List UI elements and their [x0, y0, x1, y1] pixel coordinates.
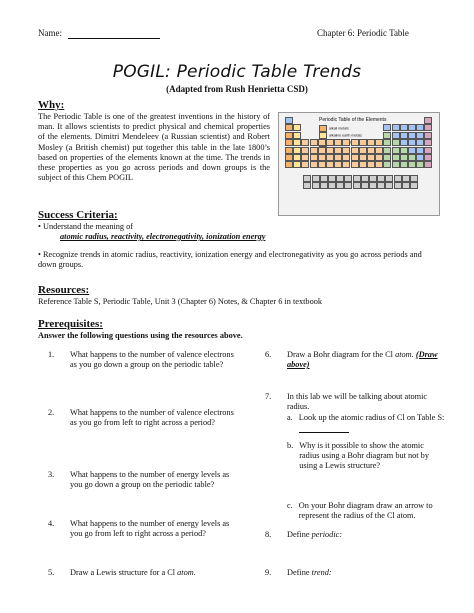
pt-element-cell [383, 154, 391, 161]
pt-f-block-cell [402, 182, 410, 189]
pt-element-cell [383, 161, 391, 168]
pt-f-block-cell [303, 182, 311, 189]
pt-element-cell [383, 147, 391, 154]
pt-element-cell [400, 139, 408, 146]
question-7c: c. On your Bohr diagram draw an arrow to represent the radius of the Cl atom. [287, 501, 433, 521]
pt-element-cell [375, 154, 383, 161]
why-heading: Why: [38, 99, 65, 111]
pt-element-cell [408, 161, 416, 168]
pt-element-cell [310, 147, 318, 154]
pt-element-cell [408, 132, 416, 139]
pt-element-cell [416, 139, 424, 146]
pt-element-cell [293, 139, 301, 146]
page-subtitle: (Adapted from Rush Henrietta CSD) [166, 84, 308, 94]
pt-f-block-cell [394, 182, 402, 189]
pt-f-block-cell [344, 182, 352, 189]
pt-element-cell [383, 139, 391, 146]
question-3: 3. What happens to the number of energy levels as you go down a group on the periodic table? [48, 470, 230, 490]
pt-element-cell [408, 124, 416, 131]
pt-element-cell [392, 147, 400, 154]
pt-f-block-cell [320, 182, 328, 189]
pt-element-cell [285, 132, 293, 139]
pt-element-cell [318, 154, 326, 161]
pt-element-cell [285, 147, 293, 154]
pt-element-cell [334, 139, 342, 146]
pt-element-cell [301, 139, 309, 146]
pt-element-cell [334, 154, 342, 161]
pt-f-block-cell [394, 175, 402, 182]
pt-title: Periodic Table of the Elements [319, 117, 387, 123]
pt-f-block-cell [303, 175, 311, 182]
pt-element-cell [416, 124, 424, 131]
pt-element-cell [293, 124, 301, 131]
question-8: 8. Define periodic: [265, 530, 343, 539]
pt-element-cell [383, 132, 391, 139]
pt-element-cell [285, 117, 293, 124]
pt-f-block-cell [344, 175, 352, 182]
name-line [38, 28, 160, 39]
pt-legend-item [319, 125, 362, 132]
pt-element-cell [342, 154, 350, 161]
pt-f-block-cell [385, 182, 393, 189]
pt-element-cell [400, 124, 408, 131]
name-blank[interactable] [68, 29, 160, 39]
pt-element-cell [416, 147, 424, 154]
pt-element-cell [408, 154, 416, 161]
pt-element-cell [424, 132, 432, 139]
question-6: 6. Draw a Bohr diagram for the Cl atom. (Draw above) [265, 350, 438, 370]
pt-element-cell [334, 147, 342, 154]
pt-f-block-cell [353, 175, 361, 182]
pt-element-cell [342, 147, 350, 154]
pt-element-cell [375, 139, 383, 146]
pt-element-cell [310, 139, 318, 146]
pt-element-cell [400, 161, 408, 168]
pt-element-cell [326, 154, 334, 161]
pt-f-block-cell [410, 182, 418, 189]
pt-element-cell [326, 161, 334, 168]
q7a-blank[interactable] [299, 424, 349, 433]
pt-f-block-cell [361, 175, 369, 182]
pt-f-block-cell [377, 182, 385, 189]
pt-element-cell [334, 161, 342, 168]
question-7: 7. In this lab we will be talking about atomic radius. [265, 392, 428, 412]
pt-element-cell [293, 132, 301, 139]
pt-element-cell [318, 147, 326, 154]
pt-element-cell [375, 161, 383, 168]
success-bullet-1: • Understand the meaning of [38, 222, 134, 231]
pt-element-cell [285, 161, 293, 168]
pt-element-cell [293, 161, 301, 168]
question-9: 9. Define trend: [265, 568, 332, 577]
pt-element-cell [400, 147, 408, 154]
pt-element-cell [400, 132, 408, 139]
pt-f-block-cell [320, 175, 328, 182]
question-4: 4. What happens to the number of energy levels as you go from left to right across a period? [48, 519, 230, 539]
pt-element-cell [375, 147, 383, 154]
pt-element-cell [392, 139, 400, 146]
pt-element-cell [400, 154, 408, 161]
pt-f-block-cell [402, 175, 410, 182]
why-text: The Periodic Table is one of the greatest inventions in the history of man. It allows scientists to predict physical and chemical properties of the elements. Dimitri Mendeleev (a Russian scientist) and Robert Mosley (a British chemist) put together this table in the late 1800’s based on properties of the elements known at the time. The trends in these properties as you go across periods and down groups is the subject of this Chem POGIL [38, 112, 270, 183]
pt-f-block-cell [312, 175, 320, 182]
resources-text: Reference Table S, Periodic Table, Unit 3 (Chapter 6) Notes, & Chapter 6 in textbook [38, 297, 323, 306]
pt-f-block-cell [312, 182, 320, 189]
pt-element-cell [285, 154, 293, 161]
pt-legend-label: alkali metals [329, 126, 349, 131]
pt-element-cell [351, 154, 359, 161]
pt-legend-swatch [319, 132, 327, 139]
pt-legend-item [319, 132, 362, 139]
pt-element-cell [367, 154, 375, 161]
pt-f-block-cell [377, 175, 385, 182]
pt-element-cell [424, 117, 432, 124]
success-terms: atomic radius, reactivity, electronegativity, ionization energy [60, 232, 266, 241]
pt-element-cell [424, 139, 432, 146]
prereq-heading: Prerequisites: [38, 318, 103, 330]
pt-element-cell [293, 147, 301, 154]
pt-legend-label: alkaline earth metals [329, 133, 362, 138]
pt-f-block-cell [328, 182, 336, 189]
pt-element-cell [342, 161, 350, 168]
question-1: 1. What happens to the number of valence electrons as you go down a group on the periodic table? [48, 350, 234, 370]
pt-element-cell [424, 154, 432, 161]
success-bullet-2: • Recognize trends in atomic radius, reactivity, ionization energy and electronegativity as you go across periods and down groups. [38, 250, 422, 270]
pt-f-block-cell [361, 182, 369, 189]
pt-element-cell [408, 139, 416, 146]
pt-element-cell [326, 147, 334, 154]
pt-element-cell [367, 139, 375, 146]
question-7a: a. Look up the atomic radius of Cl on Table S: [287, 413, 445, 433]
pt-f-block-cell [410, 175, 418, 182]
pt-element-cell [408, 147, 416, 154]
success-heading: Success Criteria: [38, 209, 118, 221]
pt-f-block-cell [353, 182, 361, 189]
pt-element-cell [367, 147, 375, 154]
pt-element-cell [416, 154, 424, 161]
pt-element-cell [342, 139, 350, 146]
pt-element-cell [326, 139, 334, 146]
chapter-label: Chapter 6: Periodic Table [317, 28, 409, 38]
pt-element-cell [392, 161, 400, 168]
name-label: Name: [38, 28, 62, 38]
pt-f-block-cell [328, 175, 336, 182]
page-title: POGIL: Periodic Table Trends [112, 62, 362, 82]
question-5: 5. Draw a Lewis structure for a Cl atom. [48, 568, 196, 577]
pt-element-cell [318, 161, 326, 168]
pt-element-cell [351, 139, 359, 146]
pt-element-cell [383, 124, 391, 131]
pt-element-cell [351, 161, 359, 168]
pt-element-cell [293, 154, 301, 161]
pt-element-cell [310, 161, 318, 168]
pt-legend-swatch [319, 125, 327, 132]
pt-element-cell [301, 161, 309, 168]
pt-f-block-cell [336, 175, 344, 182]
question-2: 2. What happens to the number of valence electrons as you go from left to right across a period? [48, 408, 234, 428]
pt-element-cell [424, 124, 432, 131]
pt-element-cell [359, 154, 367, 161]
pt-element-cell [318, 139, 326, 146]
pt-f-block-cell [336, 182, 344, 189]
pt-element-cell [416, 132, 424, 139]
pt-element-cell [301, 154, 309, 161]
pt-element-cell [392, 124, 400, 131]
pt-element-cell [351, 147, 359, 154]
pt-element-cell [285, 139, 293, 146]
question-7b: b. Why is it possible to show the atomic radius using a Bohr diagram but not by using a Lewis structure? [287, 441, 429, 471]
pt-element-cell [392, 154, 400, 161]
pt-element-cell [359, 139, 367, 146]
resources-heading: Resources: [38, 284, 90, 296]
pt-element-cell [359, 147, 367, 154]
pt-element-cell [301, 147, 309, 154]
pt-element-cell [310, 154, 318, 161]
pt-f-block-cell [369, 182, 377, 189]
pt-element-cell [359, 161, 367, 168]
pt-element-cell [367, 161, 375, 168]
pt-f-block-cell [369, 175, 377, 182]
prereq-instruction: Answer the following questions using the resources above. [38, 331, 243, 340]
pt-element-cell [424, 161, 432, 168]
pt-element-cell [392, 132, 400, 139]
pt-element-cell [416, 161, 424, 168]
pt-f-block-cell [385, 175, 393, 182]
pt-element-cell [285, 124, 293, 131]
pt-element-cell [424, 147, 432, 154]
periodic-table-image [278, 112, 440, 216]
